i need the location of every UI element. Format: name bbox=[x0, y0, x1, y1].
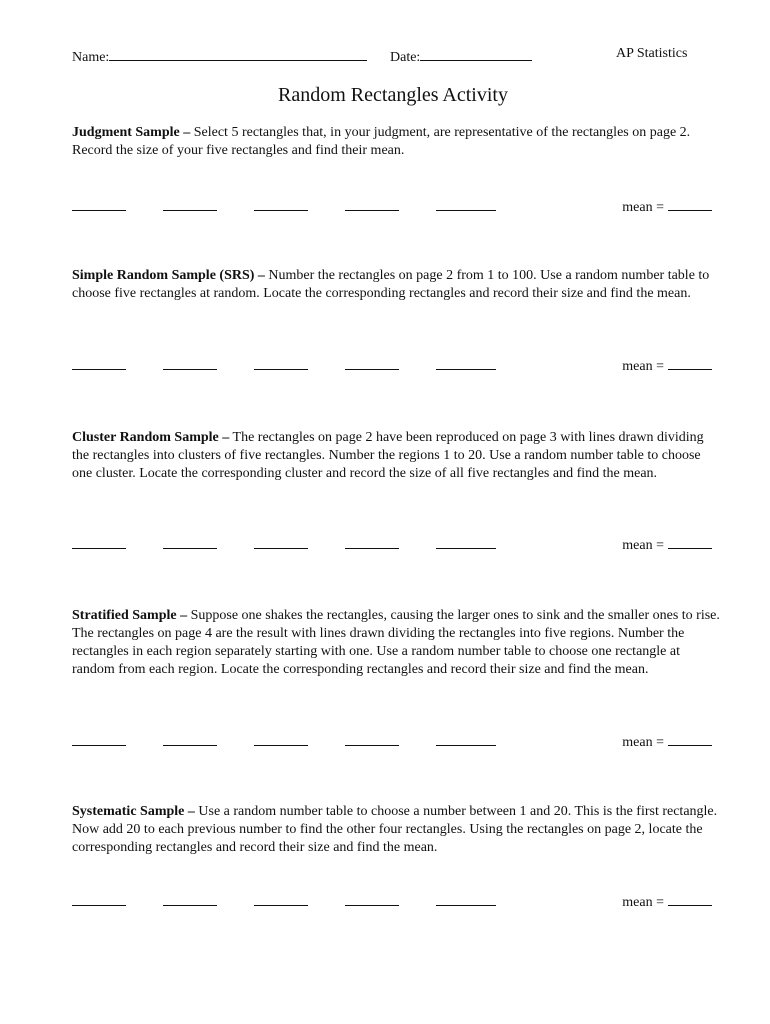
section-heading: Judgment Sample – bbox=[72, 125, 191, 140]
mean-field bbox=[622, 733, 712, 751]
section-heading: Systematic Sample – bbox=[72, 804, 195, 819]
mean-blank[interactable] bbox=[668, 198, 712, 211]
answer-blank[interactable] bbox=[345, 210, 399, 211]
answer-blank[interactable] bbox=[436, 745, 496, 746]
section-body: The rectangles on page 2 have been reproduced on page 3 with lines drawn dividing the rectangles into clusters of five rectangles. Number the regions 1 to 20. Use a random number table to choose one cluster. Locate the corresponding cluster and record the size of all five rectangles and find the mean. bbox=[72, 430, 704, 481]
name-field bbox=[72, 46, 367, 66]
section-body: Use a random number table to choose a number between 1 and 20. This is the first rectangle. Now add 20 to each previous number to find the other four rectangles. Using the rectangles on page 2, locate the corresponding rectangles and record their size and find the mean. bbox=[72, 804, 718, 855]
answer-blank[interactable] bbox=[254, 905, 308, 906]
answer-blank[interactable] bbox=[436, 210, 496, 211]
answer-blank[interactable] bbox=[72, 210, 126, 211]
section-body: Suppose one shakes the rectangles, causing the larger ones to sink and the smaller ones to rise. The rectangles on page 4 are the result with lines drawn dividing the rectangles into five regions. Number the rectangles in each region separately starting with one. Use a random number table to choose one rectangle at random from each region. Locate the corresponding rectangles and record their size and find the mean. bbox=[72, 608, 720, 677]
answer-blank[interactable] bbox=[345, 745, 399, 746]
answer-row-judgment bbox=[72, 198, 712, 214]
answer-blank[interactable] bbox=[436, 905, 496, 906]
answer-blank[interactable] bbox=[72, 548, 126, 549]
answer-blank[interactable] bbox=[163, 905, 217, 906]
answer-blank[interactable] bbox=[163, 369, 217, 370]
section-paragraph bbox=[72, 124, 720, 160]
answer-blank[interactable] bbox=[72, 905, 126, 906]
mean-field bbox=[622, 536, 712, 554]
answer-blank[interactable] bbox=[254, 745, 308, 746]
section-heading: Simple Random Sample (SRS) – bbox=[72, 268, 265, 283]
answer-blank[interactable] bbox=[345, 905, 399, 906]
section-judgment-sample bbox=[72, 124, 720, 160]
name-blank[interactable] bbox=[109, 46, 367, 61]
section-body: Number the rectangles on page 2 from 1 to 100. Use a random number table to choose five rectangles at random. Locate the corresponding rectangles and record their size and find the mean. bbox=[72, 268, 710, 301]
date-blank[interactable] bbox=[420, 46, 532, 61]
mean-blank[interactable] bbox=[668, 893, 712, 906]
answer-blank[interactable] bbox=[254, 210, 308, 211]
section-paragraph bbox=[72, 429, 720, 483]
name-label: Name: bbox=[72, 50, 110, 65]
mean-label: mean = bbox=[622, 735, 664, 750]
section-cluster-random-sample bbox=[72, 429, 720, 483]
answer-blank[interactable] bbox=[345, 369, 399, 370]
section-paragraph bbox=[72, 267, 720, 303]
course-label: AP Statistics bbox=[616, 46, 688, 61]
answer-blank[interactable] bbox=[72, 369, 126, 370]
section-systematic-sample bbox=[72, 803, 720, 857]
page-title: Random Rectangles Activity bbox=[278, 84, 508, 106]
section-stratified-sample bbox=[72, 607, 720, 679]
answer-blank[interactable] bbox=[163, 745, 217, 746]
answer-blank[interactable] bbox=[254, 548, 308, 549]
answer-blank[interactable] bbox=[436, 369, 496, 370]
answer-blank[interactable] bbox=[436, 548, 496, 549]
answer-row-stratified bbox=[72, 733, 712, 749]
date-label: Date: bbox=[390, 50, 421, 65]
section-heading: Stratified Sample – bbox=[72, 608, 188, 623]
mean-label: mean = bbox=[622, 359, 664, 374]
answer-row-cluster bbox=[72, 536, 712, 552]
mean-label: mean = bbox=[622, 895, 664, 910]
answer-blank[interactable] bbox=[163, 210, 217, 211]
answer-row-srs bbox=[72, 357, 712, 373]
mean-field bbox=[622, 198, 712, 216]
section-paragraph bbox=[72, 803, 720, 857]
answer-row-systematic bbox=[72, 893, 712, 909]
mean-label: mean = bbox=[622, 200, 664, 215]
section-body: Select 5 rectangles that, in your judgment, are representative of the rectangles on page 2. Record the size of your five rectangles and find their mean. bbox=[72, 125, 691, 158]
mean-blank[interactable] bbox=[668, 536, 712, 549]
answer-blank[interactable] bbox=[72, 745, 126, 746]
mean-blank[interactable] bbox=[668, 357, 712, 370]
section-paragraph bbox=[72, 607, 720, 679]
answer-blank[interactable] bbox=[254, 369, 308, 370]
section-heading: Cluster Random Sample – bbox=[72, 430, 230, 445]
answer-blank[interactable] bbox=[345, 548, 399, 549]
mean-blank[interactable] bbox=[668, 733, 712, 746]
answer-blank[interactable] bbox=[163, 548, 217, 549]
mean-field bbox=[622, 357, 712, 375]
header-row bbox=[72, 46, 712, 66]
mean-label: mean = bbox=[622, 538, 664, 553]
mean-field bbox=[622, 893, 712, 911]
date-field bbox=[390, 46, 532, 66]
section-simple-random-sample bbox=[72, 267, 720, 303]
